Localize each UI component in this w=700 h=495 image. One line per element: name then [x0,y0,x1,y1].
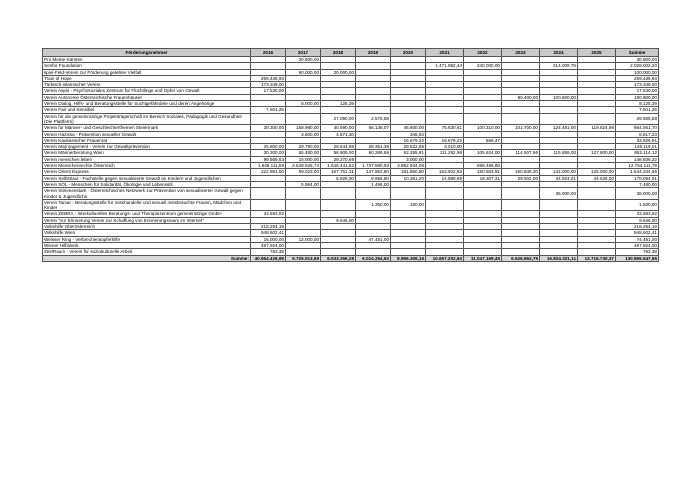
amount-cell [251,199,286,211]
year-total-cell: 11.047.169,45 [464,255,502,261]
row-total-cell: 17.530,00 [616,88,659,94]
table-row [43,113,659,125]
amount-cell: 1.737.590,93 [356,163,391,169]
amount-cell: 100.500,00 [540,94,578,100]
row-total-cell: 33.926,91 [616,137,659,143]
amount-cell [356,188,391,200]
amount-cell [251,188,286,200]
amount-cell: 47.481,00 [356,236,391,242]
row-total-cell: 8.817,23 [616,131,659,137]
recipient-name-cell: Volkshilfe Oberösterreich [43,224,251,230]
amount-cell: 29.644,98 [321,144,356,150]
amount-cell: 2.639.526,74 [286,163,321,169]
amount-cell: 180.849,20 [502,169,540,175]
amount-cell: 30.300,00 [251,125,286,131]
year-total-cell: 16.824.321,11 [540,255,578,261]
amount-cell: 16.679,22 [426,137,464,143]
amount-cell [578,199,616,211]
amount-cell: 60.289,66 [356,150,391,156]
amount-cell: 65.480,00 [286,150,321,156]
amount-cell: 28.351,38 [356,144,391,150]
amount-cell: 25.800,00 [251,144,286,150]
row-total-cell: 487.924,00 [616,242,659,248]
amount-cell: 222.981,00 [251,169,286,175]
recipient-name-cell: Türkisch-islamischer Verein [43,82,251,88]
amount-cell [321,188,356,200]
amount-cell: 12.000,00 [286,236,321,242]
amount-cell: 111.292,98 [426,150,464,156]
recipient-name-cell: Volkshilfe Wien [43,230,251,236]
amount-cell: 3.600,00 [286,131,321,137]
amount-cell: 7.501,25 [251,107,286,113]
recipient-name-cell: Zeit!Raum - Verein für soziokulturelle Arbeit [43,249,251,255]
amount-cell: 40.590,00 [321,125,356,131]
recipient-name-cell: Verein Tamar - Beratungsstelle für misshandelte und sexuell missbrauchte Frauen, Mädchen und Kinder [43,199,251,211]
row-total-cell: 1.544.344,65 [616,169,659,175]
year-total-cell: 13.716.730,37 [578,255,616,261]
recipient-name-cell: Verein Menschenrechte Österreich [43,163,251,169]
amount-cell: 16.679,22 [391,137,426,143]
amount-cell: 1.496,00 [356,181,391,187]
amount-cell: 173.349,00 [251,82,286,88]
amount-cell [578,188,616,200]
row-total-cell: 269.436,93 [616,75,659,81]
amount-cell: 33.593,92 [251,211,286,217]
amount-cell: 36.000,00 [540,188,578,200]
year-total-cell: 6.024.254,92 [356,255,391,261]
amount-cell: 124.481,00 [540,125,578,131]
amount-cell: 948.602,41 [251,230,286,236]
recipient-name-cell: Verein Dialog, Hilfs- und Beratungsstelle für Suchtgefährdete und deren Angehörige [43,101,251,107]
grand-total-cell: 130.565.547,55 [616,255,659,261]
row-total-cell: 36.000,00 [616,188,659,200]
amount-cell: 127.800,00 [578,150,616,156]
recipient-name-cell: Verein Orient Express [43,169,251,175]
row-total-cell: 170.094,01 [616,175,659,181]
amount-cell: 58.905,00 [321,150,356,156]
amount-cell: 3.010,00 [426,144,464,150]
amount-cell: 3.882.944,05 [391,163,426,169]
recipient-name-cell: Train of Hope [43,75,251,81]
amount-cell: 27.090,00 [321,113,356,125]
amount-cell: 75.630,61 [426,125,464,131]
recipient-name-cell: Verein Hazissa - Prävention sexueller Gewalt [43,131,251,137]
amount-cell [286,199,321,211]
table-row [43,188,659,200]
row-total-cell: 33.593,92 [616,211,659,217]
amount-cell: 3.000,00 [391,156,426,162]
amount-cell: 105.624,00 [464,150,502,156]
column-header-1: 2016 [251,49,286,57]
amount-cell: 10.361,20 [391,175,426,181]
amount-cell: 144.000,00 [540,169,578,175]
amount-cell: 30.300,00 [251,150,286,156]
amount-cell: 29.522,65 [391,144,426,150]
amount-cell: 240.000,00 [464,63,502,69]
amount-cell: 62.255,91 [391,150,426,156]
amount-cell: 158.990,00 [286,125,321,131]
row-total-cell: 948.602,41 [616,230,659,236]
amount-cell [391,188,426,200]
column-header-11: Summe [616,49,659,57]
row-total-cell: 146.119,01 [616,144,659,150]
table-row [43,199,659,211]
recipient-name-cell: Verein Ma(n)agement - Verein zur Gewaltprävention [43,144,251,150]
table-body [43,57,659,262]
row-total-cell: 1.500,00 [616,199,659,211]
amount-cell: 568,47 [464,137,502,143]
amount-cell [321,199,356,211]
column-header-7: 2022 [464,49,502,57]
amount-cell [286,188,321,200]
recipient-name-cell: Verein Autonome Österreichische Frauenhäuser [43,94,251,100]
recipient-name-cell: Verein Männerberatung Wien [43,150,251,156]
amount-cell [251,113,286,125]
row-total-cell: 180.900,00 [616,94,659,100]
year-total-cell: 8.956.306,15 [391,255,426,261]
amount-cell [426,113,464,125]
row-total-cell: 29.665,58 [616,113,659,125]
recipient-name-cell: Weisser Ring - Verbrechensopferhilfe [43,236,251,242]
recipient-name-cell: Wiener Hilfswerk [43,242,251,248]
amount-cell: 115.659,00 [540,150,578,156]
amount-cell: 1.471.992,44 [426,63,464,69]
recipient-name-cell: Verein "zur Erinnerung Verein zur Schaffung von Erinnerungsraum im Internet" [43,217,251,223]
amount-cell [464,199,502,211]
recipient-name-cell: Verein Kaukasischer Frauenrat [43,137,251,143]
amount-cell: 1.949.111,59 [251,163,286,169]
recipient-name-cell: Verein für Männer- und Geschlechterthemen Steiermark [43,125,251,131]
amount-cell: 66.135,07 [356,125,391,131]
year-total-cell: 6.626.663,79 [502,255,540,261]
row-total-cell: 2.026.002,20 [616,63,659,69]
amount-cell: 126.000,00 [578,169,616,175]
amount-cell [578,113,616,125]
year-total-cell: 10.657.202,84 [426,255,464,261]
amount-cell [426,199,464,211]
amount-cell: 34.924,01 [540,175,578,181]
column-header-4: 2019 [356,49,391,57]
row-total-cell: 146.836,22 [616,156,659,162]
column-header-3: 2018 [321,49,356,57]
amount-cell: 2.575,58 [356,113,391,125]
sum-label: Summe: [43,255,251,261]
funding-table [42,48,659,262]
amount-cell [502,113,540,125]
amount-cell: 44.526,00 [578,175,616,181]
column-header-8: 2023 [502,49,540,57]
row-total-cell: 30.800,00 [616,57,659,63]
amount-cell: 125,39 [321,101,356,107]
year-total-cell: 9.725.013,69 [286,255,321,261]
amount-cell: 99.565,53 [251,156,286,162]
recipient-name-cell: spiel-Feld-Verein zur Förderung gelebter Vielfalt [43,69,251,75]
amount-cell: 20.000,00 [321,69,356,75]
amount-cell: 8.000,00 [286,101,321,107]
amount-cell: 15.000,00 [251,236,286,242]
amount-cell: 114.507,56 [502,150,540,156]
recipient-name-cell: Verein für die gemeinnützige Projektträgerschaft im Bereich Soziales, Pädagogik und Gesundheit (Die Plattform) [43,113,251,125]
amount-cell [286,113,321,125]
amount-cell: 345,93 [391,131,426,137]
amount-cell: 29.790,00 [286,144,321,150]
amount-cell: 163.502,63 [426,169,464,175]
amount-cell: 269.436,93 [251,75,286,81]
column-header-5: 2020 [391,49,426,57]
row-total-cell: 852.114,12 [616,150,659,156]
amount-cell: 783,38 [251,249,286,255]
column-header-2: 2017 [286,49,321,57]
amount-cell: 1.350,00 [356,199,391,211]
recipient-name-cell: Verein Selbstlaut - Fachstelle gegen sexualisierte Gewalt an Kindern und Jugendlichen [43,175,251,181]
amount-cell [540,113,578,125]
amount-cell: 80.400,00 [502,94,540,100]
row-total-cell: 173.349,00 [616,82,659,88]
amount-cell [426,188,464,200]
column-header-6: 2021 [426,49,464,57]
amount-cell: 150.503,91 [464,169,502,175]
column-header-recipient: Förderungsnehmer [43,49,251,57]
amount-cell: 5.984,00 [286,181,321,187]
amount-cell: 29.502,00 [502,175,540,181]
amount-cell: 17.530,00 [251,88,286,94]
recipient-name-cell: Pro Mente Kärnten [43,57,251,63]
row-total-cell: 74.481,00 [616,236,659,242]
amount-cell [502,199,540,211]
column-header-10: 2025 [578,49,616,57]
table-row [43,125,659,131]
amount-cell: 150,00 [391,199,426,211]
year-total-cell: 40.954.426,99 [251,255,286,261]
amount-cell: 898.496,86 [464,163,502,169]
recipient-name-cell: Verein ZEBRA - Interkulturelles Beratungs- und Therapiezentrum gemeinnützige GmbH [43,211,251,217]
amount-cell: 29.270,69 [321,156,356,162]
table-header-row [43,49,659,57]
amount-cell: 101.700,00 [502,125,540,131]
amount-cell: 119.824,98 [578,125,616,131]
amount-cell: 80.000,00 [286,69,321,75]
amount-cell: 314.009,76 [540,63,578,69]
sum-row [43,255,659,261]
amount-cell: 487.924,00 [251,242,286,248]
amount-cell: 18.307,31 [464,175,502,181]
amount-cell: 59.023,00 [286,169,321,175]
amount-cell: 4.871,30 [321,131,356,137]
amount-cell: 8.956,80 [356,175,391,181]
amount-cell [391,113,426,125]
row-total-cell: 218.254,19 [616,224,659,230]
amount-cell: 181.860,80 [391,169,426,175]
row-total-cell: 9.646,00 [616,217,659,223]
year-total-cell: 6.033.256,28 [321,255,356,261]
amount-cell: 147.862,80 [356,169,391,175]
amount-cell [540,199,578,211]
row-total-cell: 864.561,70 [616,125,659,131]
recipient-name-cell: Verein menschen.leben [43,156,251,162]
row-total-cell: 8.125,39 [616,101,659,107]
row-total-cell: 7.501,25 [616,107,659,113]
amount-cell: 100.310,00 [464,125,502,131]
amount-cell: 15.000,00 [286,156,321,162]
amount-cell: 46.600,00 [391,125,426,131]
table-row [43,175,659,181]
amount-cell: 218.254,19 [251,224,286,230]
amount-cell [502,188,540,200]
amount-cell: 8.928,00 [321,175,356,181]
amount-cell: 14.588,69 [426,175,464,181]
recipient-name-cell: Verein Aspis - Psychosoziales Zentrum für Flüchtlinge und Opfer von Gewalt [43,88,251,94]
amount-cell: 30.800,00 [286,57,321,63]
recipient-name-cell: Verein Stimmenstark - Österreichisches Netzwerk zur Prävention von sexualisierter Gewalt gegen Kinder & Jugendliche [43,188,251,200]
recipient-name-cell: Senfor Foundation [43,63,251,69]
row-total-cell: 100.000,00 [616,69,659,75]
column-header-9: 2024 [540,49,578,57]
recipient-name-cell: Verein Fair und Sensibel [43,107,251,113]
amount-cell: 1.646.441,62 [321,163,356,169]
amount-cell [464,113,502,125]
funding-table-page [42,48,658,262]
row-total-cell: 783,38 [616,249,659,255]
row-total-cell: 7.480,00 [616,181,659,187]
amount-cell: 167.761,31 [321,169,356,175]
recipient-name-cell: Verein SOL - Menschen für Solidarität, Ökologie und Lebensstil [43,181,251,187]
row-total-cell: 12.754.111,79 [616,163,659,169]
amount-cell: 9.646,00 [321,217,356,223]
amount-cell [464,188,502,200]
